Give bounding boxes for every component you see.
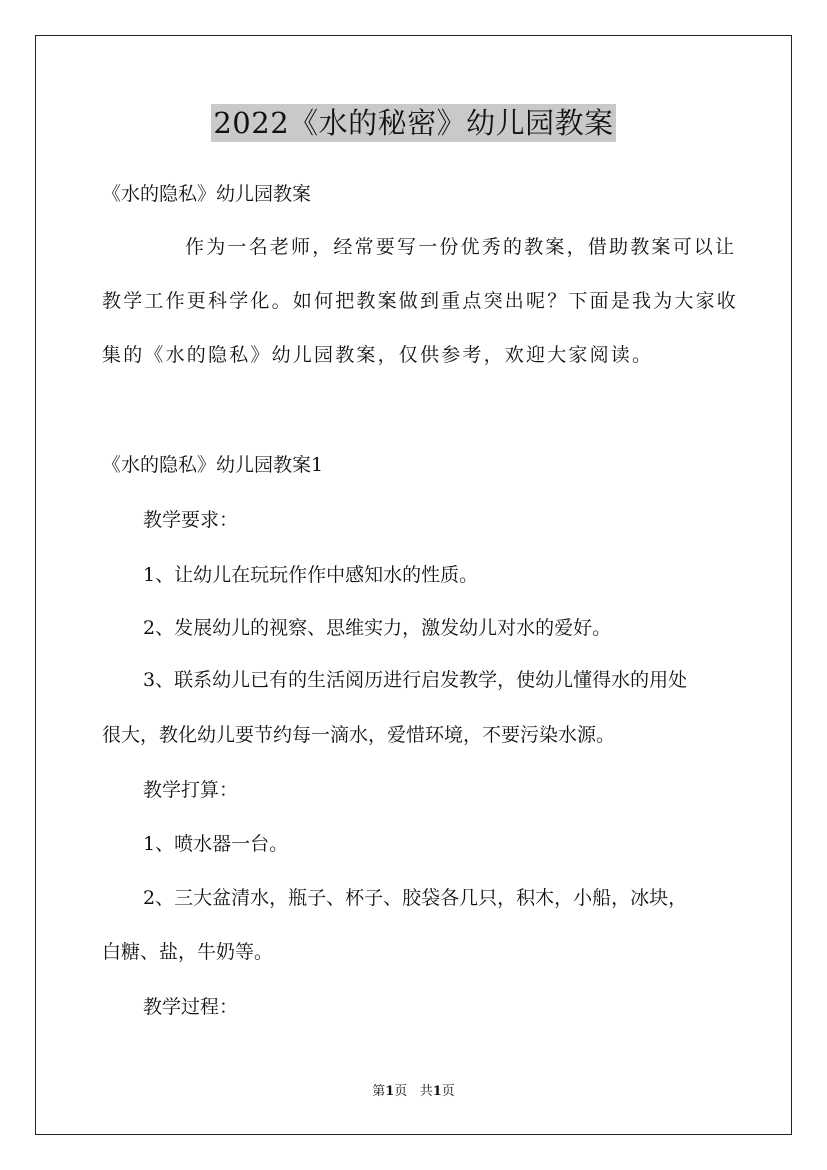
footer-page-suffix: 页 [394,1084,408,1099]
footer-total-suffix: 页 [441,1084,455,1099]
footer-page-number: 1 [385,1084,395,1099]
page-footer [0,1083,827,1101]
footer-total-number: 1 [432,1084,442,1099]
intro-line-2: 教学工作更科学化。如何把教案做到重点突出呢？下面是我为大家收 [102,290,739,312]
requirement-item-2: 2、发展幼儿的视察、思维实力，激发幼儿对水的爱好。 [143,617,612,639]
section-heading: 《水的隐私》幼儿园教案1 [102,454,324,476]
intro-line-1: 作为一名老师，经常要写一份优秀的教案，借助教案可以让 [185,236,737,258]
document-subtitle: 《水的隐私》幼儿园教案 [102,183,312,205]
preparation-item-1: 1、喷水器一台。 [143,833,289,855]
document-title: 2022《水的秘密》幼儿园教案 [213,106,614,140]
footer-total-prefix: 共 [419,1084,433,1099]
preparation-item-2-line-1: 2、三大盆清水，瓶子、杯子、胶袋各几只，积木，小船，冰块， [143,887,688,909]
process-label: 教学过程： [143,996,239,1018]
intro-line-3: 集的《水的隐私》幼儿园教案，仅供参考，欢迎大家阅读。 [102,344,654,366]
preparation-label: 教学打算： [143,779,239,801]
requirement-item-3-line-1: 3、联系幼儿已有的生活阅历进行启发教学，使幼儿懂得水的用处 [143,669,688,691]
requirements-label: 教学要求： [143,509,239,531]
title-container [0,104,827,142]
footer-page-prefix: 第 [372,1084,386,1099]
requirement-item-1: 1、让幼儿在玩玩作作中感知水的性质。 [143,564,479,586]
requirement-item-3-line-2: 很大，教化幼儿要节约每一滴水，爱惜环境，不要污染水源。 [102,724,616,746]
preparation-item-2-line-2: 白糖、盐，牛奶等。 [102,941,274,963]
